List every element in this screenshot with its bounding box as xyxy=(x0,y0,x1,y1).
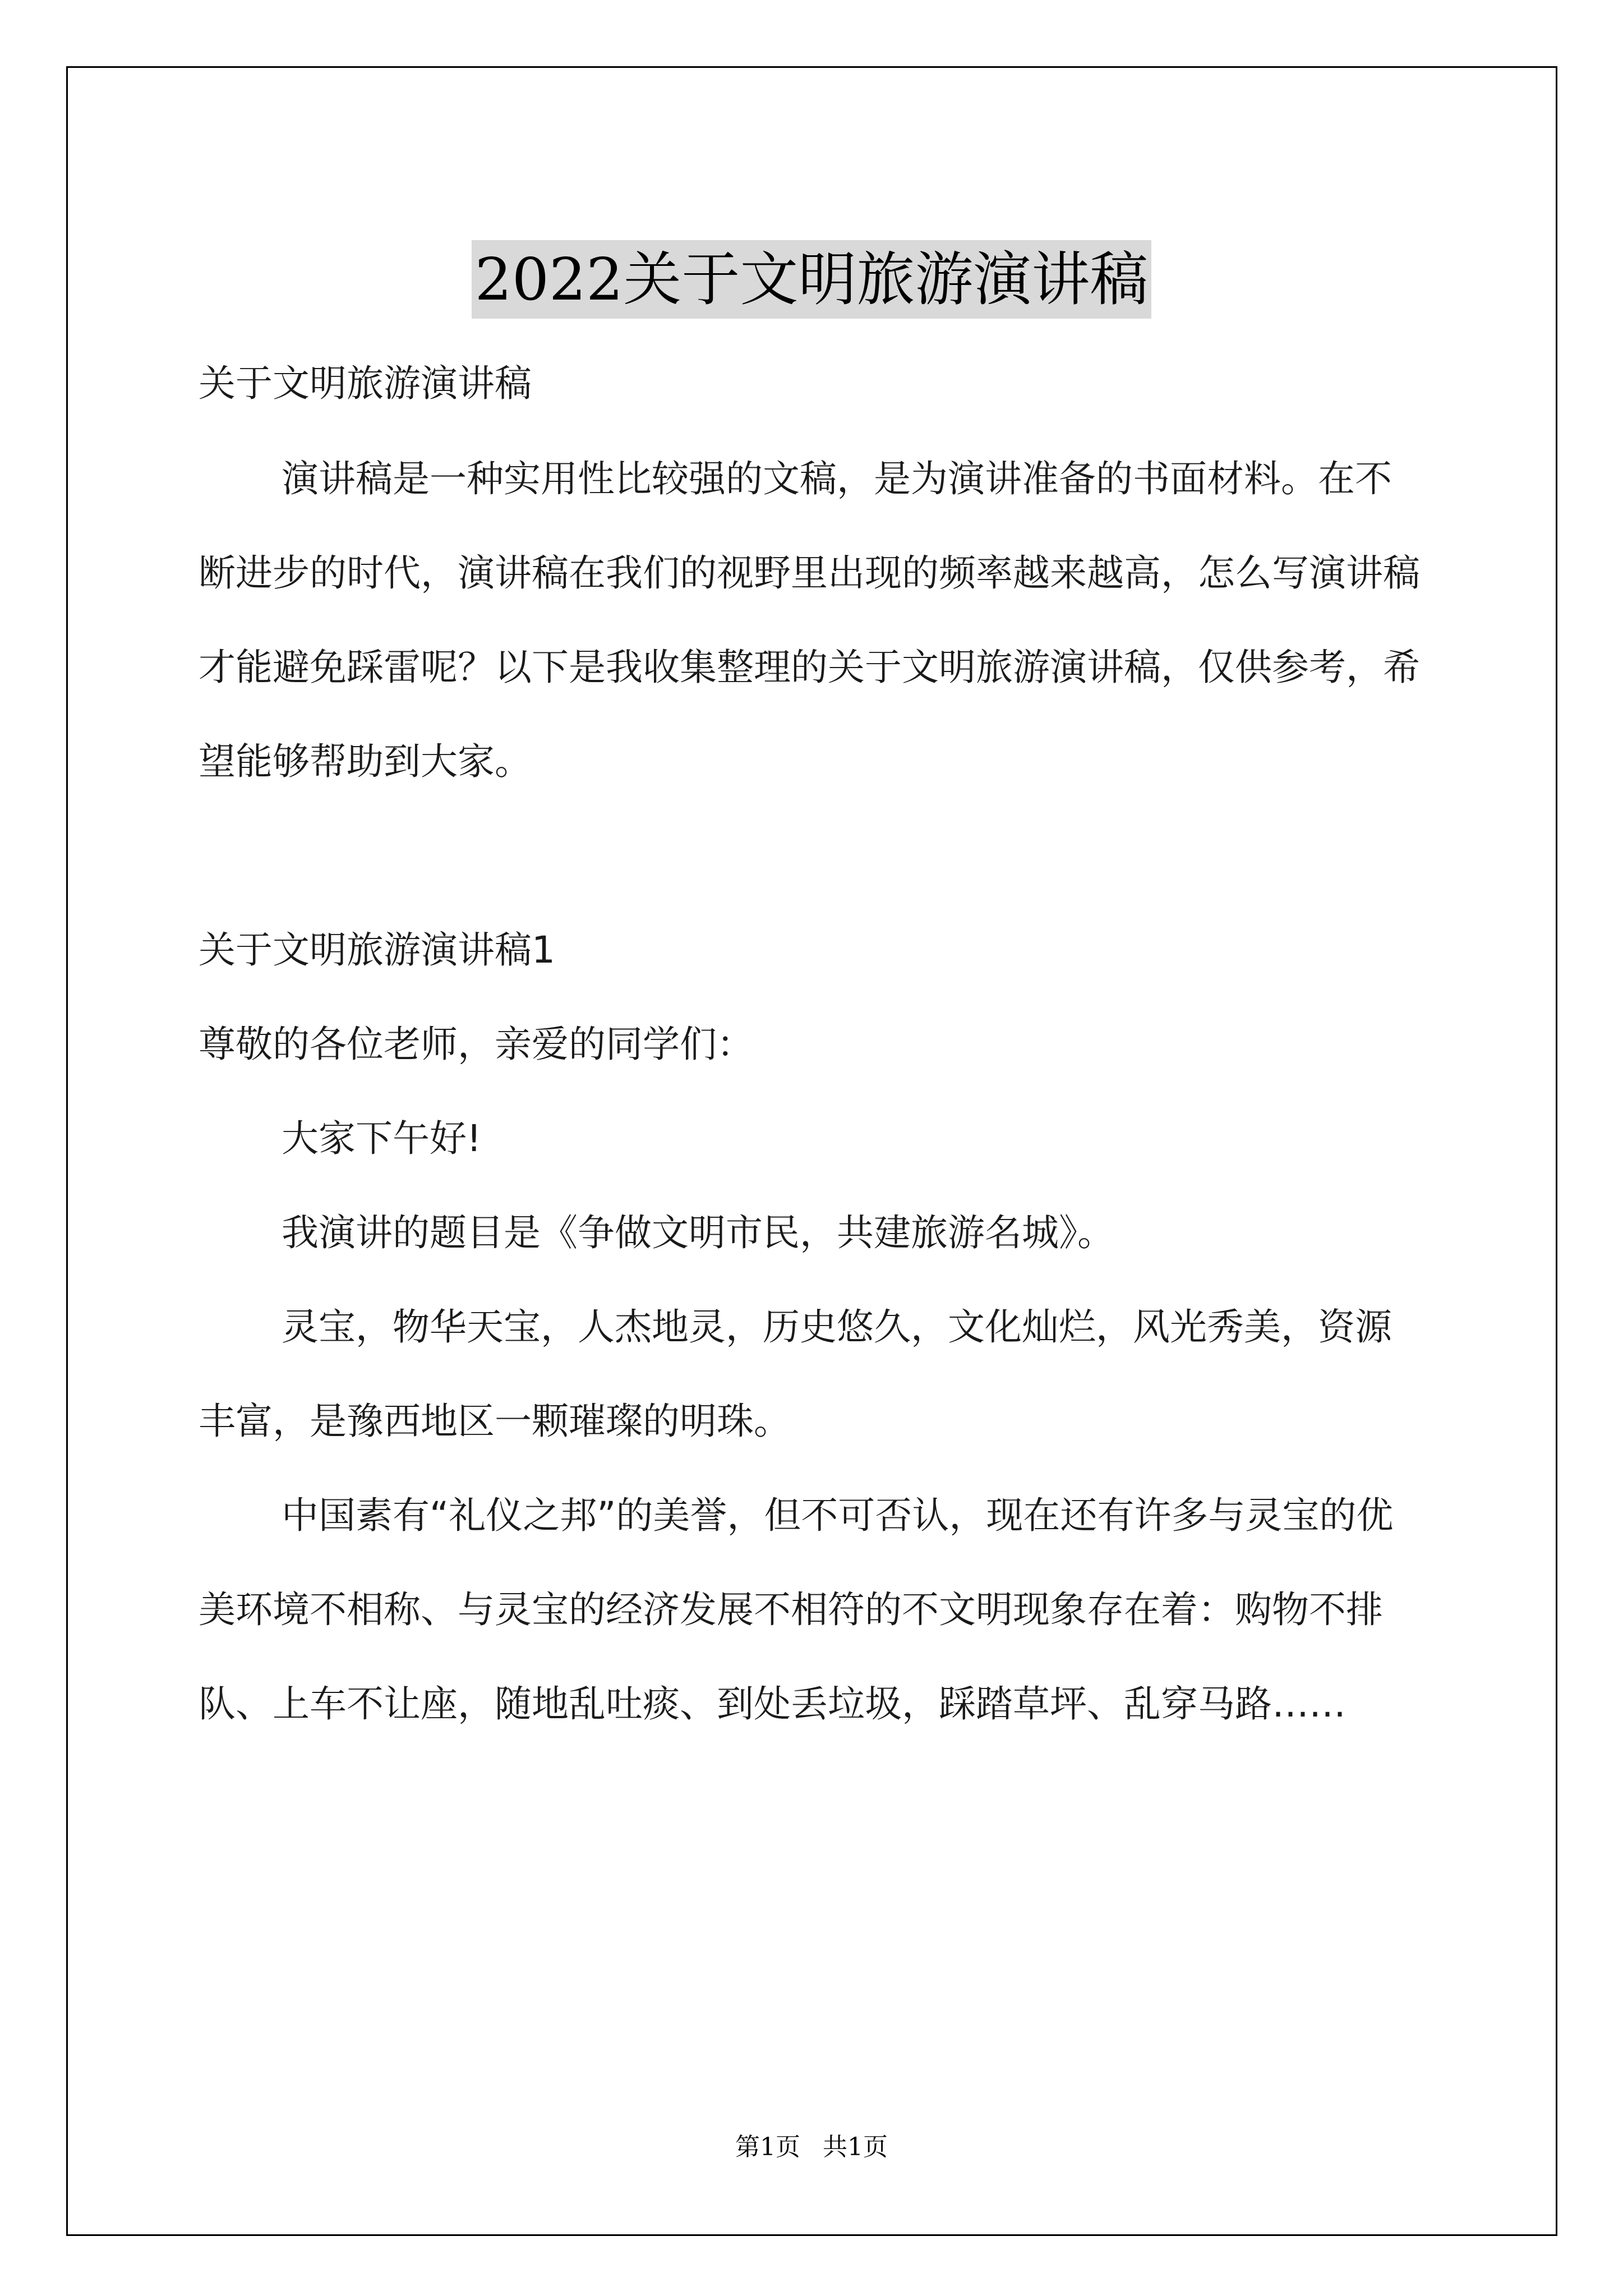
page-footer xyxy=(0,2131,1623,2164)
document-title: 2022关于文明旅游演讲稿 xyxy=(472,240,1152,319)
etiquette-paragraph: 中国素有“礼仪之邦”的美誉，但不可否认，现在还有许多与灵宝的优美环境不相称、与灵宝的经济发展不相符的不文明现象存在着：购物不排队、上车不让座，随地乱吐痰、到处丢垃圾，踩踏草坪、乱穿马路…… xyxy=(199,1494,1394,1726)
greeting-paragraph: 大家下午好! xyxy=(282,1117,482,1160)
page-total: 共1页 xyxy=(823,2133,888,2161)
page-number: 第1页 xyxy=(735,2133,800,2161)
title-container xyxy=(0,201,1623,357)
paragraph-spacer xyxy=(199,809,1427,903)
subtitle-paragraph: 关于文明旅游演讲稿 xyxy=(199,362,532,405)
salutation: 尊敬的各位老师，亲爱的同学们： xyxy=(199,1023,754,1066)
document-body xyxy=(199,337,1427,1751)
topic-paragraph: 我演讲的题目是《争做文明市民，共建旅游名城》。 xyxy=(282,1211,1114,1254)
intro-paragraph: 演讲稿是一种实用性比较强的文稿，是为演讲准备的书面材料。在不断进步的时代，演讲稿在我们的视野里出现的频率越来越高，怎么写演讲稿才能避免踩雷呢？以下是我收集整理的关于文明旅游演讲稿，仅供参考，希望能够帮助到大家。 xyxy=(199,457,1420,783)
lingbao-paragraph: 灵宝，物华天宝，人杰地灵，历史悠久，文化灿烂，风光秀美，资源丰富，是豫西地区一颗璀璨的明珠。 xyxy=(199,1305,1392,1443)
section-heading: 关于文明旅游演讲稿1 xyxy=(199,928,555,972)
